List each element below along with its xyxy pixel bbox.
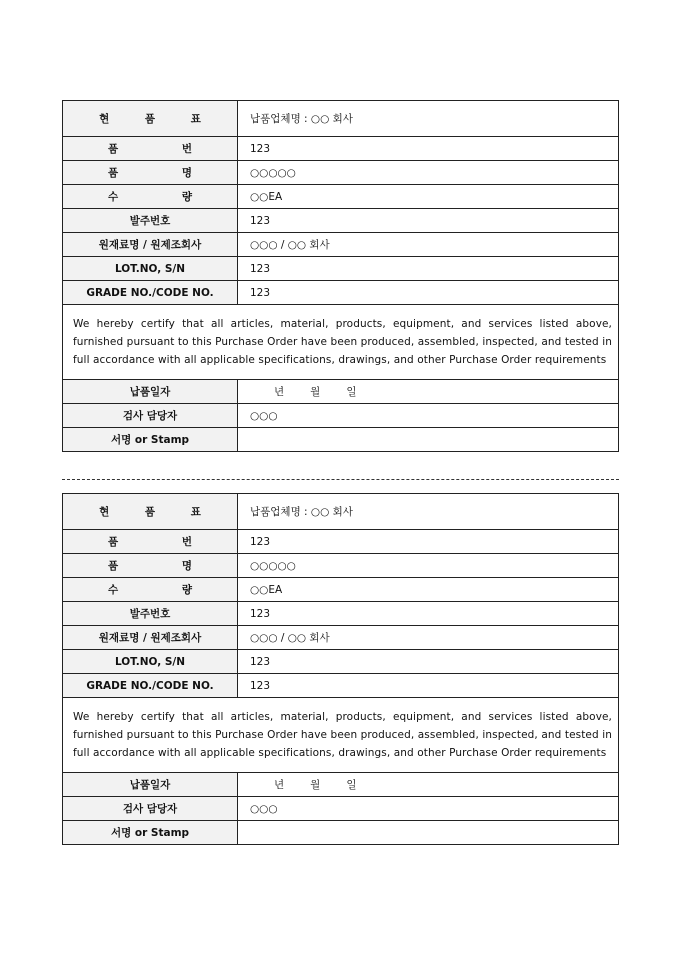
- signature-row: [63, 821, 619, 845]
- part-name-value: ○○○○○: [238, 161, 619, 185]
- signature-field: [238, 428, 619, 452]
- part-no-label: 품 번: [63, 530, 238, 554]
- inspector-value: ○○○: [238, 404, 619, 428]
- order-no-row: [63, 209, 619, 233]
- quantity-row: [63, 185, 619, 209]
- inspector-label: 검사 담당자: [63, 797, 238, 821]
- date-year: 년: [274, 386, 285, 398]
- part-no-value: 123: [238, 137, 619, 161]
- tag-card-1: [62, 100, 619, 452]
- part-name-label: 품 명: [63, 554, 238, 578]
- part-name-row: [63, 161, 619, 185]
- supplier-value: 납품업체명 : ○○ 회사: [238, 494, 619, 530]
- order-no-value: 123: [238, 209, 619, 233]
- order-no-value: 123: [238, 602, 619, 626]
- cut-line-divider: [62, 479, 619, 480]
- grade-label: GRADE NO./CODE NO.: [63, 281, 238, 305]
- part-name-value: ○○○○○: [238, 554, 619, 578]
- date-year: 년: [274, 779, 285, 791]
- lot-label: LOT.NO, S/N: [63, 650, 238, 674]
- part-no-value: 123: [238, 530, 619, 554]
- grade-value: 123: [238, 674, 619, 698]
- date-day: 일: [346, 386, 357, 398]
- inspector-row: [63, 404, 619, 428]
- delivery-date-value: [238, 773, 619, 797]
- inspector-row: [63, 797, 619, 821]
- material-row: [63, 233, 619, 257]
- lot-value: 123: [238, 257, 619, 281]
- quantity-row: [63, 578, 619, 602]
- material-row: [63, 626, 619, 650]
- supplier-value: 납품업체명 : ○○ 회사: [238, 101, 619, 137]
- title-label: 현 품 표: [63, 494, 238, 530]
- part-name-label: 품 명: [63, 161, 238, 185]
- delivery-date-label: 납품일자: [63, 773, 238, 797]
- tag-table: [62, 100, 619, 452]
- grade-row: [63, 281, 619, 305]
- part-no-label: 품 번: [63, 137, 238, 161]
- order-no-row: [63, 602, 619, 626]
- part-no-row: [63, 137, 619, 161]
- quantity-value: ○○EA: [238, 578, 619, 602]
- signature-row: [63, 428, 619, 452]
- signature-label: 서명 or Stamp: [63, 821, 238, 845]
- material-label: 원재료명 / 원제조회사: [63, 626, 238, 650]
- title-row: [63, 494, 619, 530]
- lot-row: [63, 650, 619, 674]
- part-name-row: [63, 554, 619, 578]
- title-row: [63, 101, 619, 137]
- certification-row: [63, 698, 619, 773]
- order-no-label: 발주번호: [63, 602, 238, 626]
- quantity-label: 수 량: [63, 185, 238, 209]
- part-no-row: [63, 530, 619, 554]
- inspector-value: ○○○: [238, 797, 619, 821]
- lot-value: 123: [238, 650, 619, 674]
- certification-text: We hereby certify that all articles, material, products, equipment, and services listed above, furnished pursuant to this Purchase Order have been produced, assembled, inspected, and tested in full accordance with all applicable specifications, drawings, and other Purchase Order requirements: [63, 698, 619, 773]
- delivery-date-label: 납품일자: [63, 380, 238, 404]
- inspector-label: 검사 담당자: [63, 404, 238, 428]
- order-no-label: 발주번호: [63, 209, 238, 233]
- quantity-label: 수 량: [63, 578, 238, 602]
- grade-label: GRADE NO./CODE NO.: [63, 674, 238, 698]
- material-label: 원재료명 / 원제조회사: [63, 233, 238, 257]
- grade-row: [63, 674, 619, 698]
- certification-row: [63, 305, 619, 380]
- grade-value: 123: [238, 281, 619, 305]
- date-month: 월: [310, 386, 321, 398]
- tag-card-2: [62, 493, 619, 845]
- delivery-date-value: [238, 380, 619, 404]
- date-month: 월: [310, 779, 321, 791]
- signature-field: [238, 821, 619, 845]
- lot-label: LOT.NO, S/N: [63, 257, 238, 281]
- delivery-date-row: [63, 773, 619, 797]
- lot-row: [63, 257, 619, 281]
- signature-label: 서명 or Stamp: [63, 428, 238, 452]
- title-label: 현 품 표: [63, 101, 238, 137]
- material-value: ○○○ / ○○ 회사: [238, 626, 619, 650]
- tag-table: [62, 493, 619, 845]
- date-day: 일: [346, 779, 357, 791]
- quantity-value: ○○EA: [238, 185, 619, 209]
- material-value: ○○○ / ○○ 회사: [238, 233, 619, 257]
- delivery-date-row: [63, 380, 619, 404]
- certification-text: We hereby certify that all articles, material, products, equipment, and services listed above, furnished pursuant to this Purchase Order have been produced, assembled, inspected, and tested in full accordance with all applicable specifications, drawings, and other Purchase Order requirements: [63, 305, 619, 380]
